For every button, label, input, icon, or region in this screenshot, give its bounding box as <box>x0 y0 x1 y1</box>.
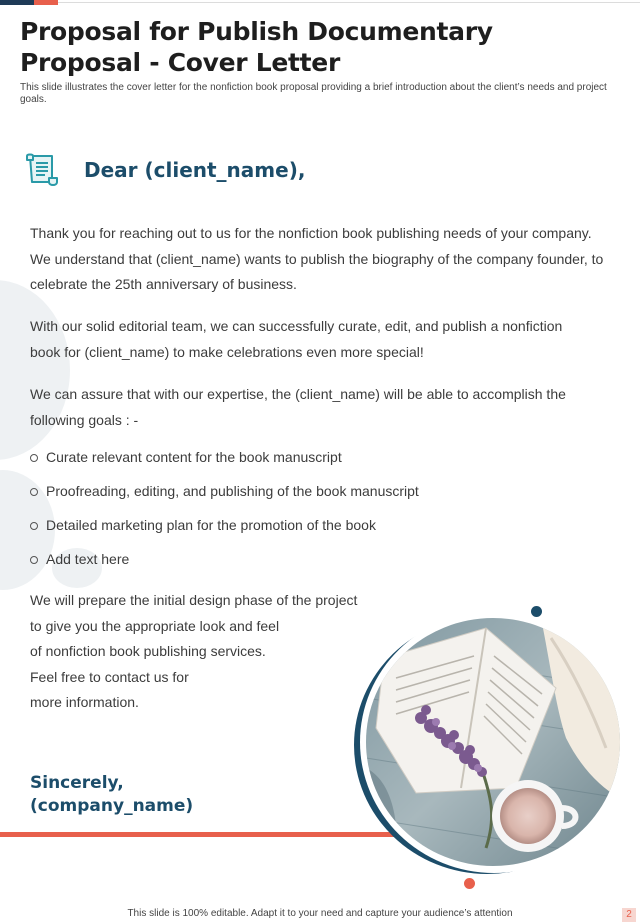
goal-text: Proofreading, editing, and publishing of the book manuscript <box>46 483 419 499</box>
top-bar-dark-accent <box>0 0 34 5</box>
letter-paragraph-3: We can assure that with our expertise, the (client_name) will be able to accomplish the following goals : - <box>30 386 566 428</box>
bullet-circle-icon <box>30 488 38 496</box>
goal-text: Curate relevant content for the book manuscript <box>46 449 342 465</box>
letter-paragraph-1: Thank you for reaching out to us for the nonfiction book publishing needs of your company. We understand that (client_name) wants to publish the biography of the company founder, to celebrate the 25th anniversary of business. <box>30 225 604 292</box>
bullet-circle-icon <box>30 556 38 564</box>
closing-line: to give you the appropriate look and feel <box>30 617 280 634</box>
closing-line: of nonfiction book publishing services. <box>30 643 266 659</box>
decorative-dot <box>464 878 475 889</box>
goals-list <box>30 445 419 581</box>
book-photo <box>366 618 620 866</box>
goal-item <box>30 513 419 547</box>
bullet-circle-icon <box>30 454 38 462</box>
closing-line: Feel free to contact us for <box>30 668 189 685</box>
letter-paragraph-2: With our solid editorial team, we can successfully curate, edit, and publish a nonfiction book for (client_name) to make celebrations even more special! <box>30 318 563 360</box>
decorative-dot <box>531 606 542 617</box>
signoff-company-name: (company_name) <box>30 796 194 816</box>
signoff-sincerely: Sincerely, <box>30 773 124 793</box>
closing-paragraph <box>30 588 390 716</box>
closing-line: more information. <box>30 694 139 710</box>
top-bar-red-accent <box>34 0 58 5</box>
book-and-coffee-image <box>366 618 620 866</box>
goal-text: Add text here <box>46 551 130 567</box>
page-number: 2 <box>622 908 636 922</box>
red-divider-bar <box>0 832 430 837</box>
goal-item <box>30 479 419 513</box>
goal-item <box>30 547 419 581</box>
closing-line: We will prepare the initial design phase of the project <box>30 592 358 608</box>
goal-item <box>30 445 419 479</box>
bullet-circle-icon <box>30 522 38 530</box>
signoff <box>30 772 193 818</box>
scroll-icon <box>24 152 60 188</box>
footer-note: This slide is 100% editable. Adapt it to your need and capture your audience’s attention <box>127 908 513 919</box>
top-divider <box>58 2 640 3</box>
salutation: Dear (client_name), <box>84 158 306 182</box>
page-title: Proposal for Publish Documentary Proposal - Cover Letter <box>20 17 493 77</box>
page-subtitle: This slide illustrates the cover letter for the nonfiction book proposal providing a brief introduction about the client’s needs and project goals. <box>20 82 607 105</box>
goal-text: Detailed marketing plan for the promotion of the book <box>46 517 376 533</box>
decorative-circle <box>0 280 70 460</box>
